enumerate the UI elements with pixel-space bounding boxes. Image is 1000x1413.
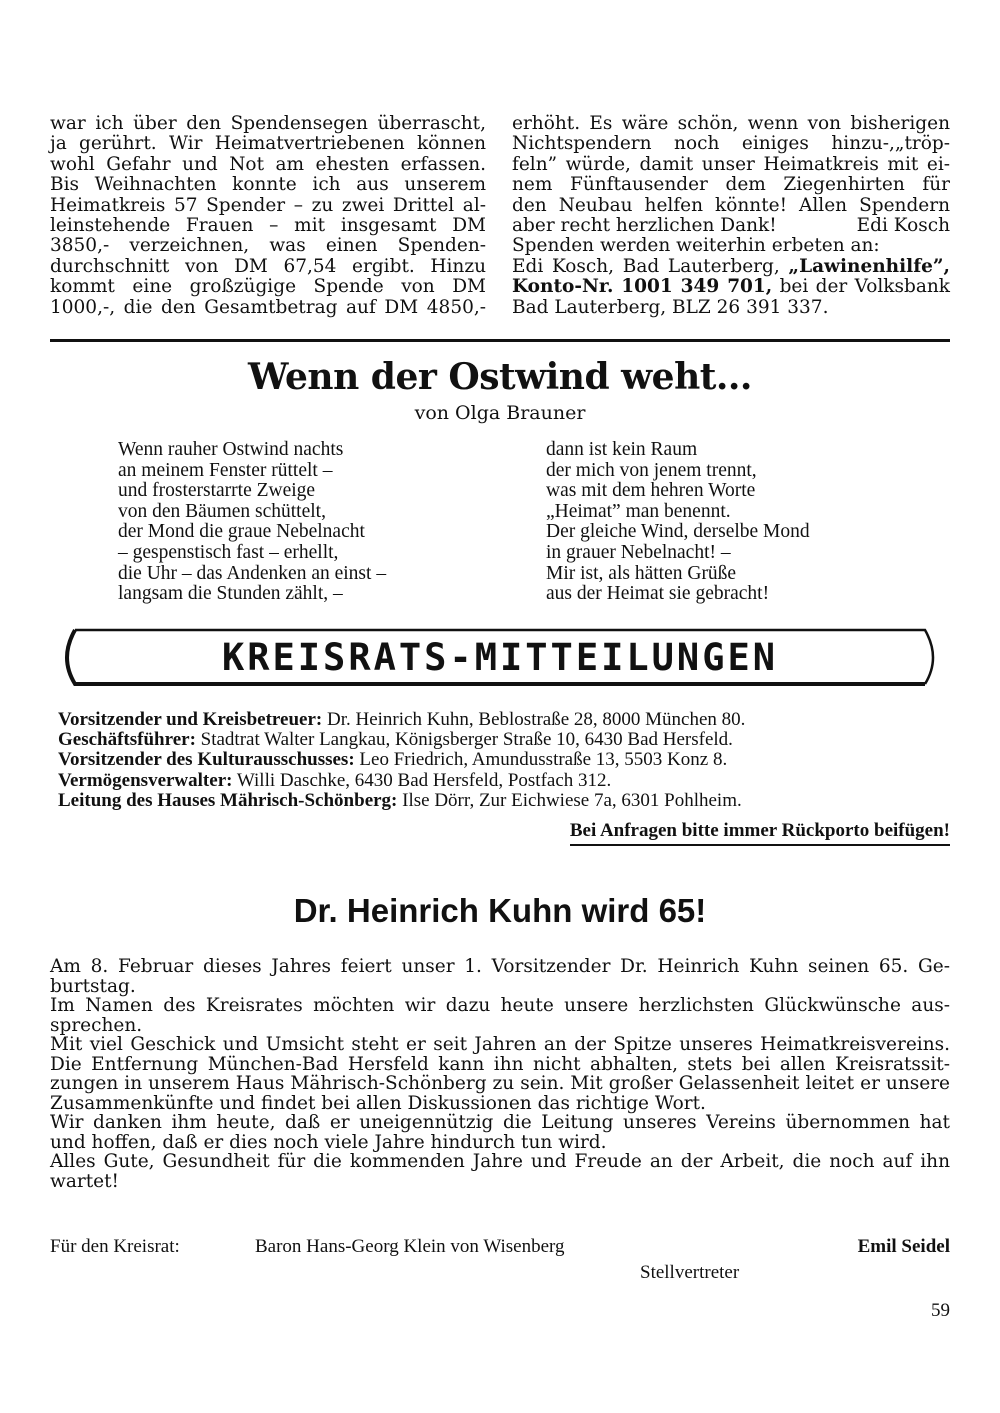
account-line bbox=[512, 257, 950, 277]
bank-line: Bad Lauterberg, BLZ 26 391 337. bbox=[512, 296, 829, 318]
contact-detail: Leo Friedrich, Amundusstraße 13, 5503 Konz 8. bbox=[354, 749, 728, 771]
poem-line: – gespenstisch fast – erhellt, bbox=[118, 541, 339, 563]
contact-row bbox=[58, 791, 745, 811]
thanks-line bbox=[512, 216, 950, 236]
poem-line: und frosterstarrte Zweige bbox=[118, 480, 316, 502]
signer-klein: Baron Hans-Georg Klein von Wisenberg bbox=[255, 1236, 565, 1257]
birthday-line: Im Namen des Kreisrates möchten wir dazu heute unsere herzlichsten Glückwünsche aus- bbox=[50, 995, 950, 1016]
contact-detail: Dr. Heinrich Kuhn, Beblostraße 28, 8000 München 80. bbox=[322, 709, 746, 730]
birthday-line: Wir danken ihm heute, daß er uneigennützig die Leitung unseres Vereins übernommen hat bbox=[50, 1112, 950, 1133]
account-label: „Lawinenhilfe”, bbox=[788, 255, 950, 277]
poem-line: Mir ist, als hätten Grüße bbox=[546, 562, 737, 584]
contact-role: Vorsitzender des Kulturausschusses: bbox=[58, 749, 355, 771]
poem-line: aus der Heimat sie gebracht! bbox=[546, 583, 770, 605]
donation-request: Spenden werden weiterhin erbeten an: bbox=[512, 235, 880, 257]
birthday-line: Alles Gute, Gesundheit für die kommenden Jahre und Freude an der Arbeit, die noch auf ihn bbox=[50, 1151, 950, 1172]
page-number: 59 bbox=[931, 1300, 950, 1321]
poem-line: an meinem Fenster rüttelt – bbox=[118, 459, 333, 481]
intro-left-column bbox=[50, 114, 486, 318]
poem-line: was mit dem hehren Worte bbox=[546, 480, 756, 502]
birthday-line: Am 8. Februar dieses Jahres feiert unser 1. Vorsitzender Dr. Heinrich Kuhn seinen 65. Ge- bbox=[50, 956, 950, 977]
intro-line: feln” würde, damit unser Heimatkreis mit ei- bbox=[512, 153, 950, 175]
intro-line: Nichtspendern noch einiges hinzu-,„tröp- bbox=[512, 133, 950, 155]
kreisrat-title: KREISRATS-MITTEILUNGEN bbox=[221, 636, 779, 679]
intro-line: durchschnitt von DM 67,54 ergibt. Hinzu bbox=[50, 255, 486, 277]
birthday-body bbox=[50, 957, 950, 1191]
author-signature: Edi Kosch bbox=[856, 215, 950, 237]
poem-left-stanza bbox=[118, 440, 386, 605]
intro-line: ja gerührt. Wir Heimatvertriebenen können bbox=[50, 133, 486, 155]
birthday-line: und hoffen, daß er dies noch viele Jahre hindurch tun wird. bbox=[50, 1131, 607, 1153]
contact-detail: Ilse Dörr, Zur Eichwiese 7a, 6301 Pohlheim. bbox=[397, 789, 742, 811]
intro-line: Bis Weihnachten konnte ich aus unserem bbox=[50, 174, 486, 196]
poem-title: Wenn der Ostwind weht... bbox=[248, 356, 752, 398]
account-number: Konto-Nr. 1001 349 701, bbox=[512, 276, 773, 298]
contact-detail: Willi Daschke, 6430 Bad Hersfeld, Postfach 312. bbox=[232, 769, 612, 791]
contact-row bbox=[58, 750, 745, 770]
return-postage-notice: Bei Anfragen bitte immer Rückporto beifügen! bbox=[570, 820, 950, 846]
section-divider bbox=[50, 339, 950, 342]
contact-row bbox=[58, 771, 745, 791]
contact-role: Geschäftsführer: bbox=[58, 729, 196, 751]
birthday-line: zungen in unserem Haus Mährisch-Schönberg zu sein. Mit großer Gelassenheit leitet er unsere bbox=[50, 1073, 950, 1094]
birthday-line: Die Entfernung München-Bad Hersfeld kann ihn nicht abhalten, stets bei allen Kreisratssit- bbox=[50, 1053, 950, 1075]
intro-line: Heimatkreis 57 Spender – zu zwei Drittel al- bbox=[50, 194, 486, 216]
signer-seidel: Emil Seidel bbox=[857, 1236, 950, 1257]
account-number-line bbox=[512, 277, 950, 297]
birthday-line: burtstag. bbox=[50, 975, 136, 997]
poem-line: langsam die Stunden zählt, – bbox=[118, 583, 343, 605]
bank-suffix: bei der Volksbank bbox=[772, 276, 950, 298]
poem-line: die Uhr – das Andenken an einst – bbox=[118, 562, 387, 584]
contact-list bbox=[58, 710, 745, 811]
poem-line: der Mond die graue Nebelnacht bbox=[118, 521, 365, 543]
contact-row bbox=[58, 710, 745, 730]
poem-line: der mich von jenem trennt, bbox=[546, 459, 757, 481]
thanks-text: aber recht herzlichen Dank! bbox=[512, 215, 777, 237]
intro-right-column bbox=[512, 114, 950, 318]
poem-line: „Heimat” man benennt. bbox=[546, 500, 731, 522]
poem-right-stanza bbox=[546, 440, 810, 605]
birthday-line: sprechen. bbox=[50, 1014, 143, 1036]
intro-line: 1000,-, die den Gesamtbetrag auf DM 4850,- bbox=[50, 296, 486, 318]
poem-line: von den Bäumen schüttelt, bbox=[118, 500, 326, 522]
account-name-prefix: Edi Kosch, Bad Lauterberg, bbox=[512, 255, 789, 277]
intro-line: wohl Gefahr und Not am ehesten erfassen. bbox=[50, 153, 486, 175]
intro-line: war ich über den Spendensegen überrascht, bbox=[50, 113, 486, 134]
contact-row bbox=[58, 730, 745, 750]
birthday-line: Zusammenkünfte und findet bei allen Diskussionen das richtige Wort. bbox=[50, 1092, 706, 1114]
intro-line: kommt eine großzügige Spende von DM bbox=[50, 276, 486, 298]
intro-right-lines bbox=[512, 114, 950, 216]
poem-line: Der gleiche Wind, derselbe Mond bbox=[546, 521, 810, 543]
poem-line: Wenn rauher Ostwind nachts bbox=[118, 439, 344, 460]
poem-author: von Olga Brauner bbox=[414, 402, 586, 424]
poem-line: in grauer Nebelnacht! – bbox=[546, 541, 731, 563]
poem-line: dann ist kein Raum bbox=[546, 439, 698, 460]
contact-detail: Stadtrat Walter Langkau, Königsberger Straße 10, 6430 Bad Hersfeld. bbox=[195, 729, 733, 751]
contact-role: Vorsitzender und Kreisbetreuer: bbox=[58, 709, 323, 730]
intro-line: leinstehende Frauen – mit insgesamt DM bbox=[50, 215, 486, 237]
birthday-title: Dr. Heinrich Kuhn wird 65! bbox=[293, 892, 707, 929]
birthday-line: wartet! bbox=[50, 1170, 119, 1192]
intro-line: erhöht. Es wäre schön, wenn von bisherigen bbox=[512, 113, 950, 134]
intro-line: nem Fünftausender dem Ziegenhirten für bbox=[512, 174, 950, 196]
signature-label: Für den Kreisrat: bbox=[50, 1236, 180, 1257]
contact-role: Vermögensverwalter: bbox=[58, 769, 233, 791]
intro-line: 3850,- verzeichnen, was einen Spenden- bbox=[50, 235, 486, 257]
signer-seidel-title: Stellvertreter bbox=[640, 1262, 740, 1283]
contact-role: Leitung des Hauses Mährisch-Schönberg: bbox=[58, 789, 398, 811]
birthday-line: Mit viel Geschick und Umsicht steht er seit Jahren an der Spitze unseres Heimatkreisvereins. bbox=[50, 1034, 950, 1055]
intro-line: den Neubau helfen könnte! Allen Spendern bbox=[512, 194, 950, 216]
